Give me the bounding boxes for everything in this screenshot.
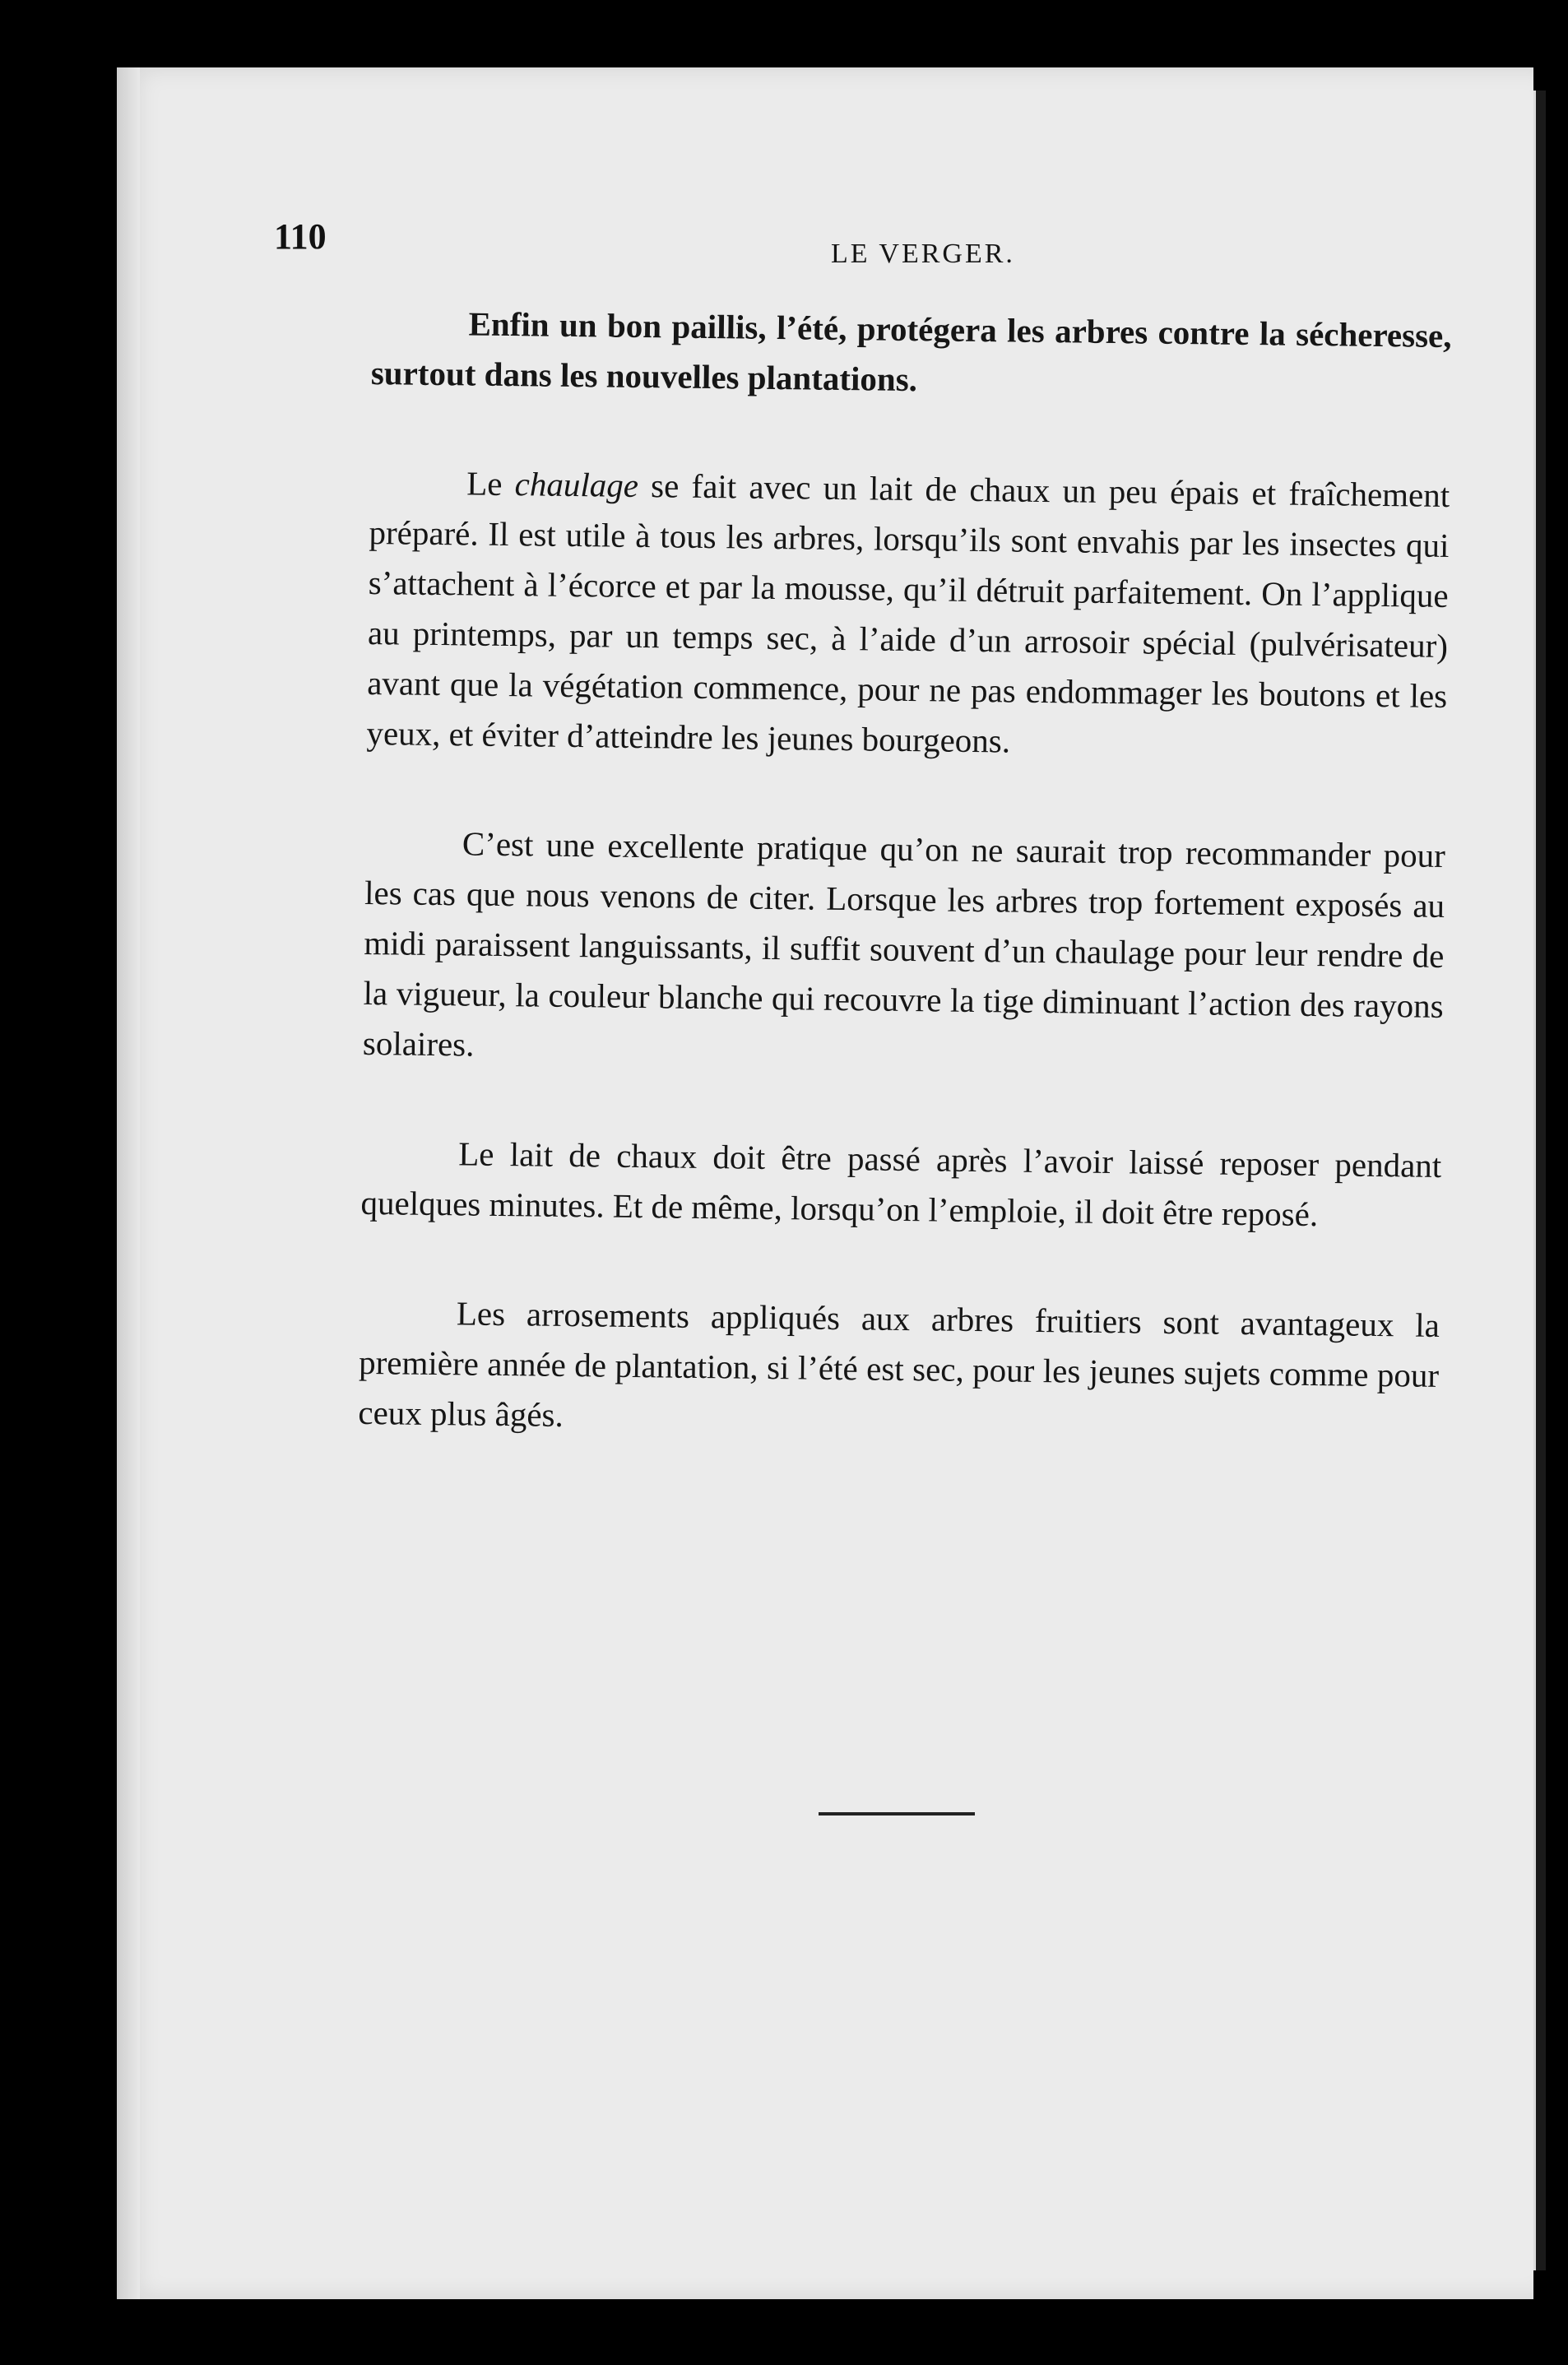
paragraph-arrosements: Les arrosements appliqués aux arbres fruitiers sont avantageux la première année de plantation, si l’été est sec, pour les jeunes sujets comme pour ceux plus âgés. xyxy=(358,1294,1440,1434)
paragraph-lead: Le xyxy=(466,464,515,503)
paragraph-chaulage xyxy=(366,457,1450,772)
page-number: 110 xyxy=(274,216,327,257)
paragraph-paillis: Enfin un bon paillis, l’été, protégera les arbres contre la sécheresse, surtout dans les nouvelles plantations. xyxy=(370,304,1452,399)
paragraph-lait-de-chaux: Le lait de chaux doit être passé après l’avoir laissé reposer pendant quelques minutes. Et de même, lorsqu’on l’emploie, il doit être reposé. xyxy=(360,1134,1442,1234)
term-chaulage: chaulage xyxy=(514,465,639,504)
running-title: LE VERGER. xyxy=(831,239,1015,269)
end-rule xyxy=(819,1812,975,1815)
paragraph-pratique: C’est une excellente pratique qu’on ne saurait trop recommander pour les cas que nous venons de citer. Lorsque les arbres trop fortement exposés au midi paraissent languissants, il suffit souvent d’un chaulage pour leur rendre de la vigueur, la couleur blanche qui recouvre la tige diminuant l’action des rayons solaires. xyxy=(362,824,1446,1064)
paragraph-chaulage-text: se fait avec un lait de chaux un peu épais et fraîchement préparé. Il est utile à tous les arbres, lorsqu’ils sont envahis par les insectes qui s’attachent à l’écorce et par la mousse, qu’il détruit parfaitement. On l’applique au printemps, par un temps sec, à l’aide d’un arrosoir spécial (pulvérisateur) avant que la végétation commence, pour ne pas endommager les boutons et les yeux, et éviter d’atteindre les jeunes bourgeons. xyxy=(366,466,1450,760)
body-text xyxy=(357,298,1452,1510)
page-edge xyxy=(1533,90,1546,2270)
